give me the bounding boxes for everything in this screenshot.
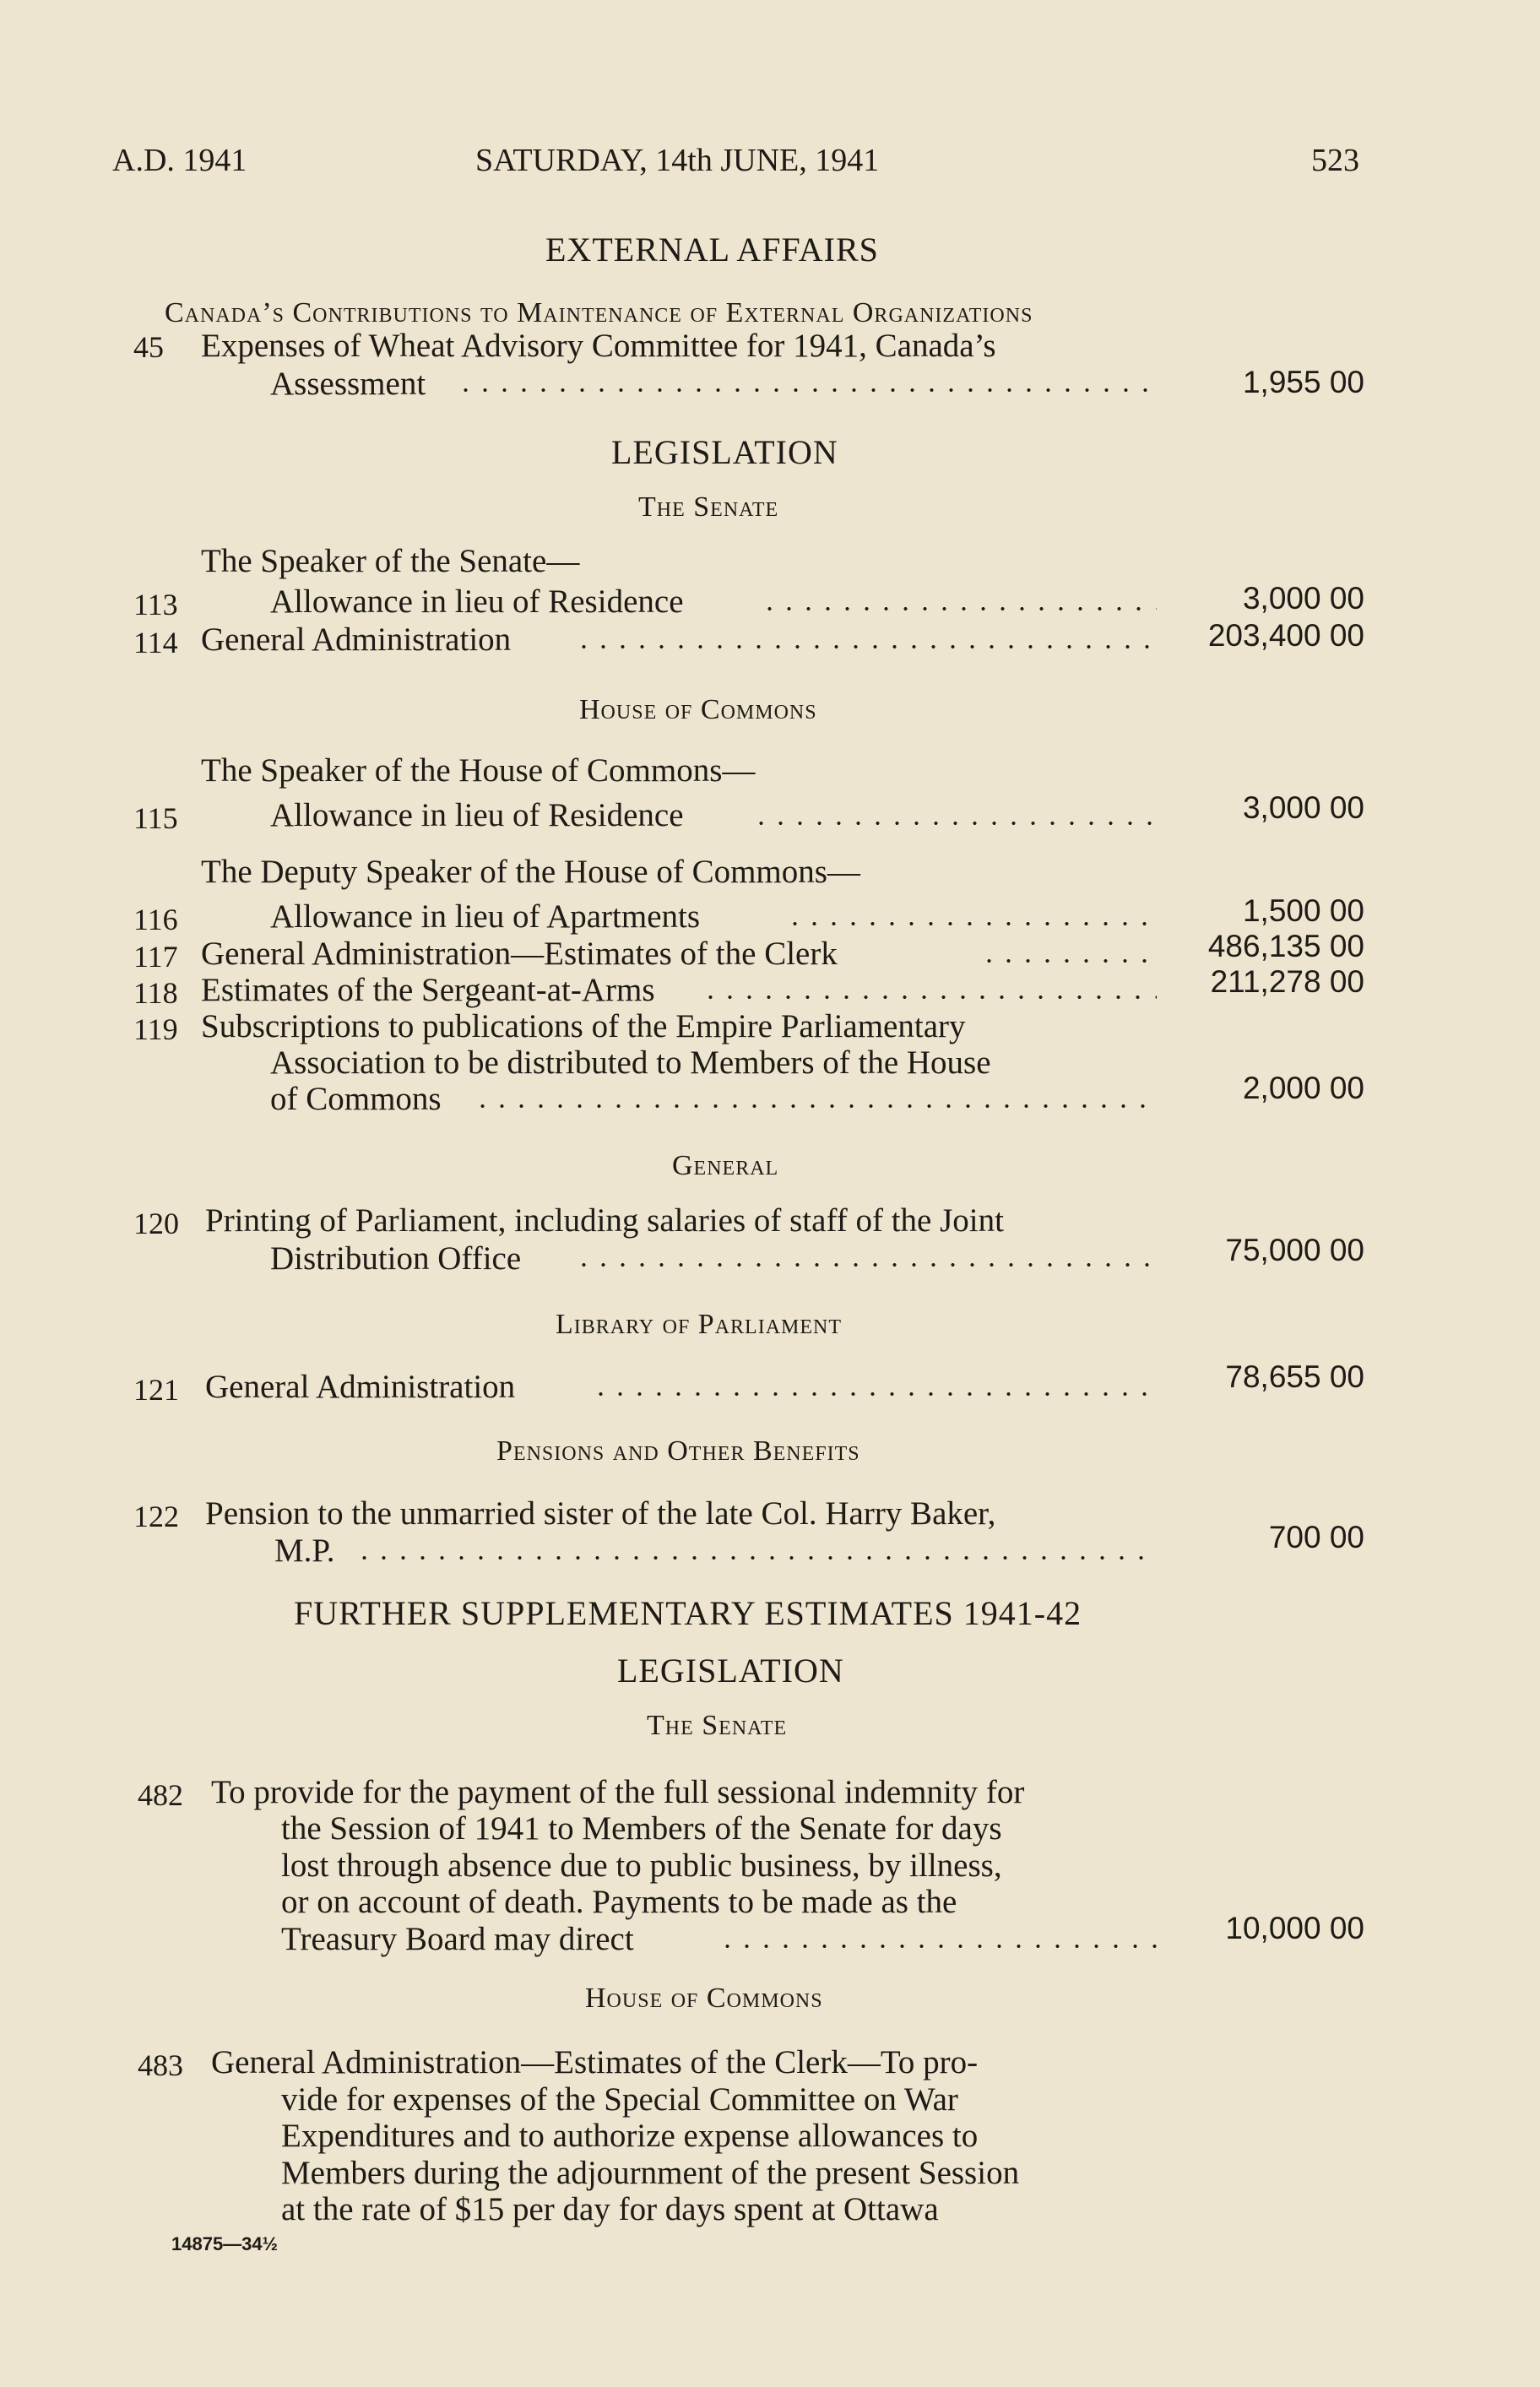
- item-amount: 211,278 00: [1210, 964, 1364, 999]
- item-text: Distribution Office: [270, 1240, 522, 1277]
- section-heading-legislation: LEGISLATION: [617, 1652, 844, 1690]
- item-text: Allowance in lieu of Apartments: [270, 898, 701, 935]
- subsection-heading-library: Library of Parliament: [556, 1309, 843, 1340]
- item-text: General Administration: [201, 621, 512, 658]
- item-text: General Administration: [205, 1369, 516, 1405]
- item-amount: 78,655 00: [1225, 1359, 1364, 1394]
- item-number: 114: [133, 626, 178, 659]
- item-number: 118: [133, 976, 178, 1010]
- item-text: General Administration—Estimates of the Clerk—To pro-: [211, 2044, 979, 2080]
- item-text: Expenses of Wheat Advisory Committee for 1941, Canada’s: [201, 328, 996, 364]
- item-text: General Administration—Estimates of the Clerk: [201, 936, 838, 972]
- item-text: Subscriptions to publications of the Empire Parliamentary: [201, 1008, 966, 1044]
- subsection-heading-senate: The Senate: [638, 491, 779, 523]
- subhead: The Deputy Speaker of the House of Commons—: [201, 854, 860, 890]
- dot-leader: [591, 1392, 1157, 1396]
- item-number: 45: [133, 330, 164, 364]
- item-text: the Session of 1941 to Members of the Senate for days: [281, 1810, 1002, 1847]
- dot-leader: [701, 995, 1157, 999]
- dot-leader: [979, 959, 1157, 963]
- dot-leader: [473, 1104, 1157, 1108]
- item-number: 122: [133, 1500, 179, 1533]
- subsection-heading-contributions: Canada’s Contributions to Maintenance of External Organizations: [165, 297, 1033, 328]
- item-text: lost through absence due to public business, by illness,: [281, 1847, 1002, 1884]
- header-date: SATURDAY, 14th JUNE, 1941: [475, 143, 880, 178]
- dot-leader: [785, 922, 1157, 925]
- printer-signature: 14875—34½: [171, 2233, 278, 2254]
- item-text: of Commons: [270, 1081, 442, 1117]
- item-number: 121: [133, 1373, 179, 1407]
- item-number: 115: [133, 801, 178, 835]
- item-text: To provide for the payment of the full sessional indemnity for: [211, 1774, 1025, 1810]
- section-heading-legislation: LEGISLATION: [611, 433, 838, 471]
- item-amount: 203,400 00: [1207, 618, 1364, 653]
- item-text: Allowance in lieu of Residence: [270, 583, 684, 620]
- page-number: 523: [1311, 143, 1359, 178]
- item-number: 113: [133, 588, 178, 621]
- item-text: Estimates of the Sergeant-at-Arms: [201, 972, 655, 1008]
- item-number: 483: [138, 2048, 183, 2082]
- item-text: vide for expenses of the Special Committee on War: [281, 2081, 958, 2118]
- dot-leader: [751, 822, 1157, 825]
- header-year: A.D. 1941: [112, 143, 247, 178]
- item-amount: 2,000 00: [1242, 1071, 1364, 1105]
- item-amount: 486,135 00: [1207, 929, 1364, 963]
- item-amount: 10,000 00: [1225, 1911, 1364, 1945]
- item-text: Pension to the unmarried sister of the late Col. Harry Baker,: [205, 1495, 996, 1532]
- item-amount: 700 00: [1268, 1520, 1364, 1554]
- subsection-heading-house: House of Commons: [579, 694, 817, 725]
- item-text: Assessment: [270, 366, 426, 402]
- item-text: Treasury Board may direct: [281, 1921, 634, 1957]
- subsection-heading-general: General: [672, 1150, 779, 1181]
- item-number: 116: [133, 903, 178, 936]
- dot-leader: [574, 645, 1157, 648]
- dot-leader: [760, 607, 1157, 610]
- item-amount: 1,500 00: [1242, 893, 1364, 928]
- dot-leader: [456, 388, 1157, 392]
- dot-leader: [574, 1263, 1157, 1267]
- item-amount: 1,955 00: [1242, 365, 1364, 399]
- item-text: or on account of death. Payments to be made as the: [281, 1884, 957, 1920]
- item-text: Allowance in lieu of Residence: [270, 797, 684, 833]
- item-text: Association to be distributed to Members of the House: [270, 1044, 991, 1081]
- item-amount: 3,000 00: [1242, 581, 1364, 616]
- item-amount: 3,000 00: [1242, 790, 1364, 825]
- item-text: at the rate of $15 per day for days spent at Ottawa: [281, 2191, 939, 2227]
- item-number: 120: [133, 1207, 179, 1240]
- item-text: Members during the adjournment of the present Session: [281, 2155, 1020, 2191]
- subsection-heading-pensions: Pensions and Other Benefits: [496, 1435, 860, 1467]
- item-text: M.P.: [274, 1533, 335, 1569]
- subhead: The Speaker of the House of Commons—: [201, 752, 756, 789]
- dot-leader: [355, 1556, 1157, 1560]
- item-number: 119: [133, 1012, 178, 1046]
- item-text: Printing of Parliament, including salaries of staff of the Joint: [205, 1202, 1004, 1239]
- dot-leader: [718, 1945, 1157, 1948]
- section-heading-further: FURTHER SUPPLEMENTARY ESTIMATES 1941-42: [294, 1594, 1082, 1632]
- item-amount: 75,000 00: [1225, 1233, 1364, 1267]
- item-number: 117: [133, 940, 178, 974]
- subsection-heading-house: House of Commons: [585, 1983, 823, 2014]
- subsection-heading-senate: The Senate: [647, 1710, 788, 1741]
- item-number: 482: [138, 1778, 183, 1812]
- section-heading-external-affairs: EXTERNAL AFFAIRS: [545, 231, 879, 269]
- subhead: The Speaker of the Senate—: [201, 543, 580, 579]
- item-text: Expenditures and to authorize expense allowances to: [281, 2118, 979, 2154]
